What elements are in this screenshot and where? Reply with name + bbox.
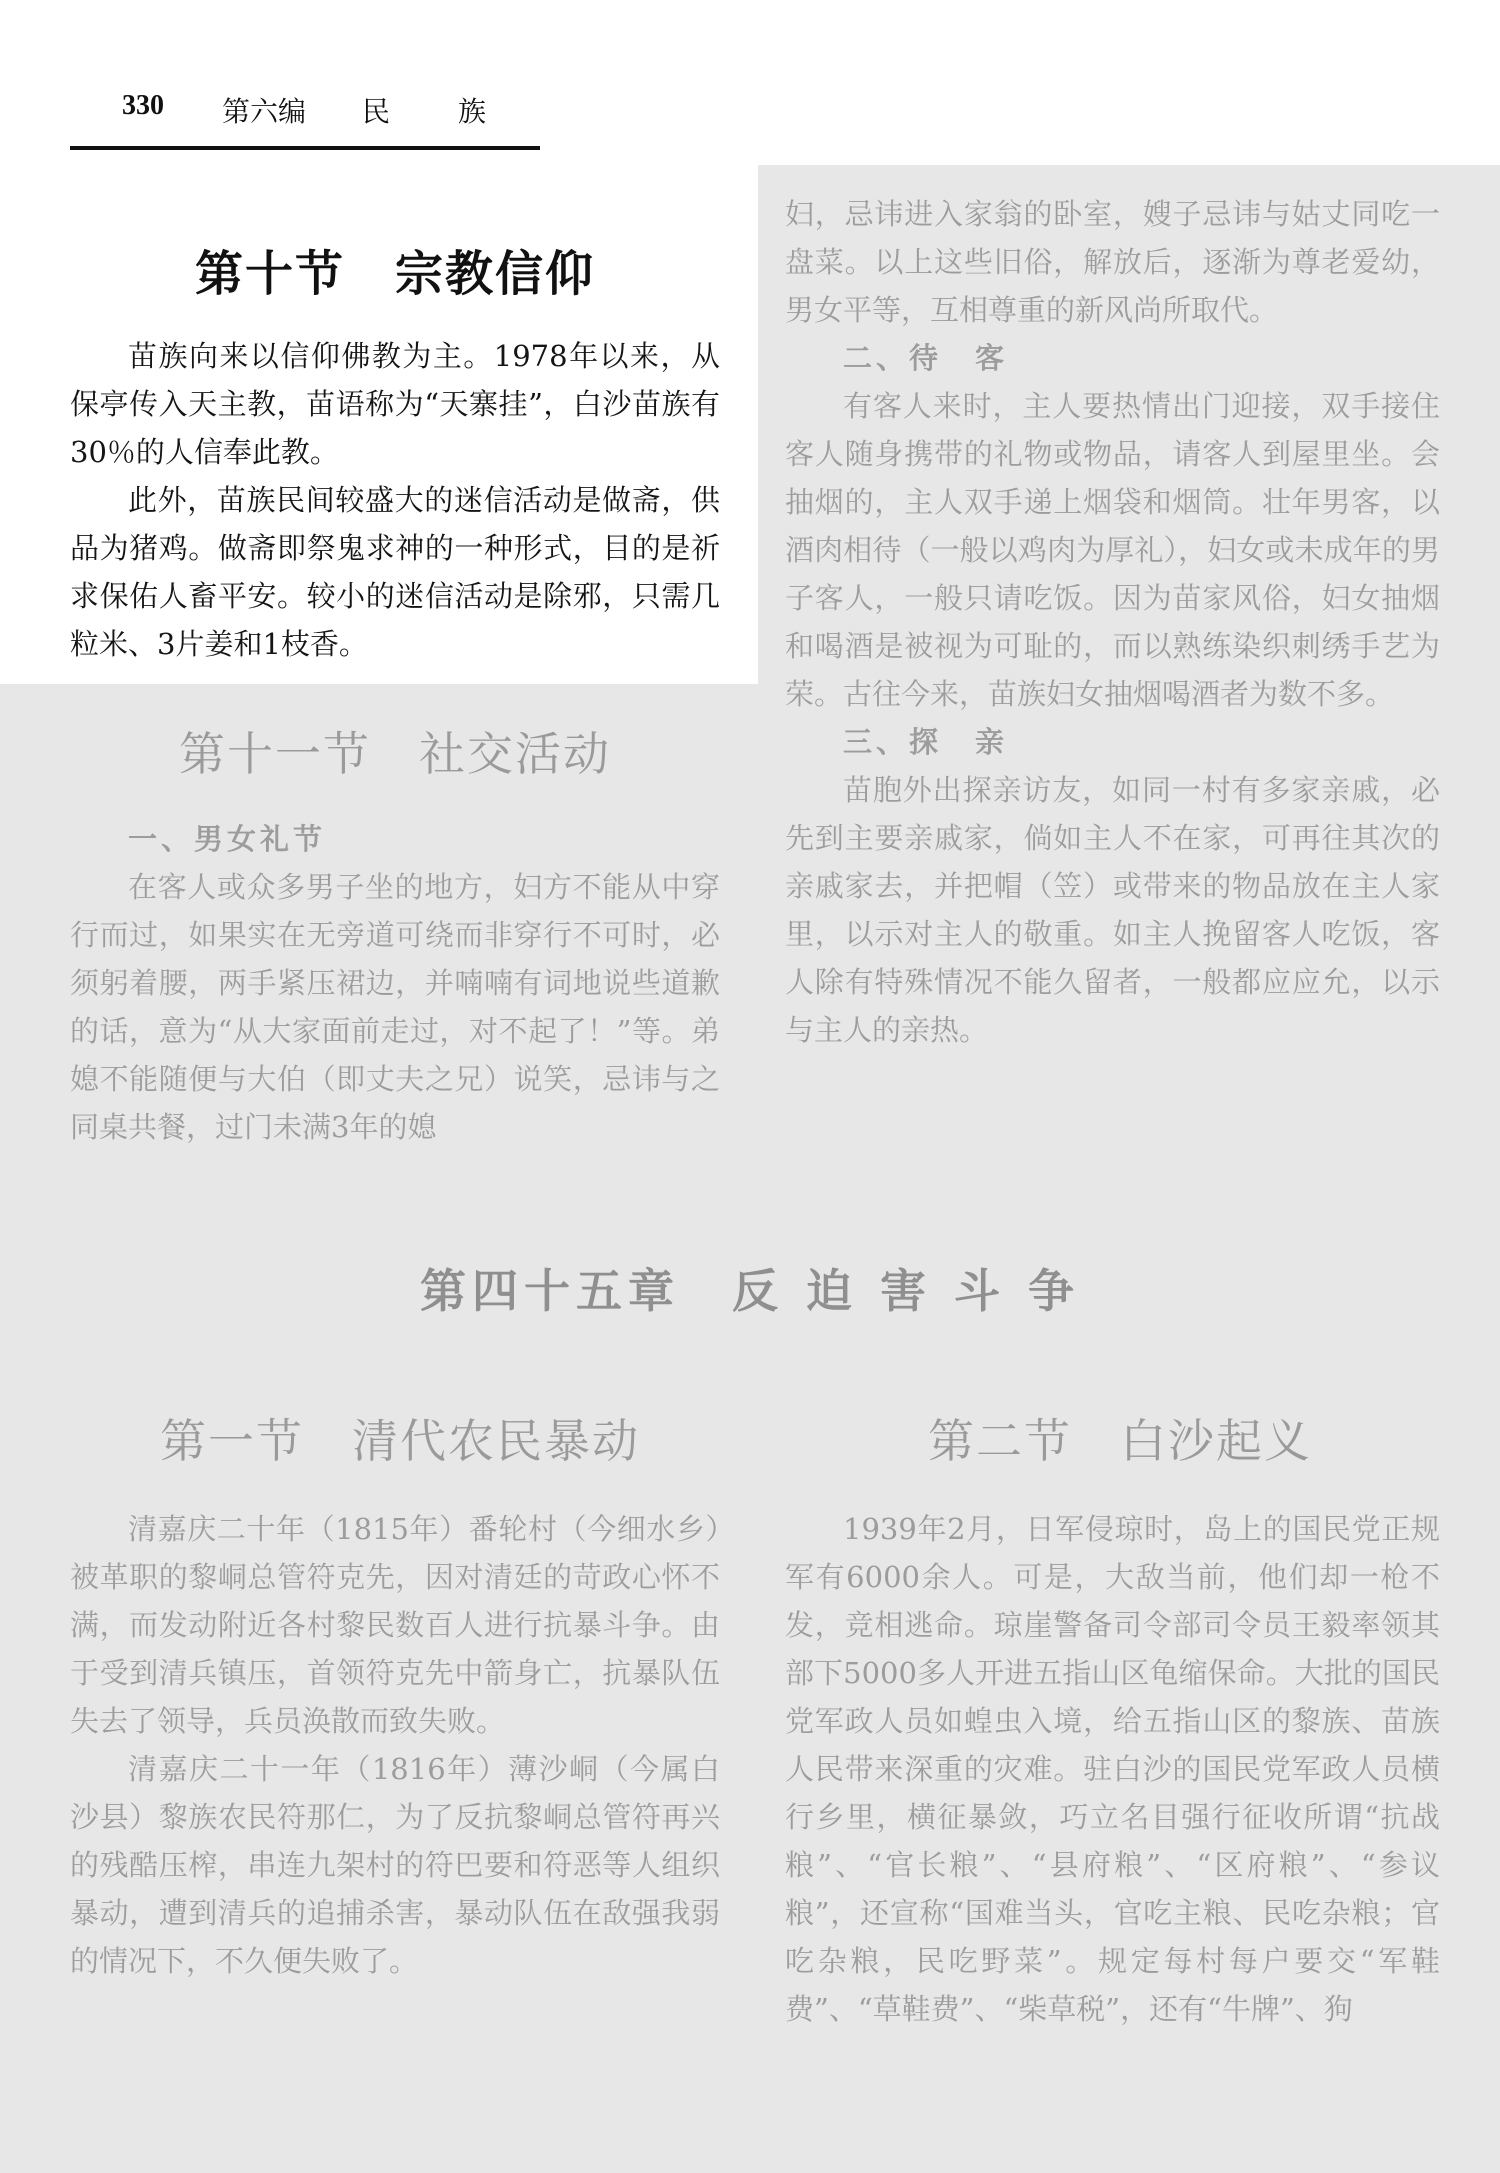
section-11-title: 第十一节 社交活动: [179, 727, 611, 781]
subheading: 二、待 客: [843, 341, 1009, 375]
section-11-body-left: [70, 815, 720, 1151]
paragraph: 清嘉庆二十一年（1816年）薄沙峒（今属白沙县）黎族农民符那仁，为了反抗黎峒总管符再兴的残酷压榨，串连九架村的符巴要和符恶等人组织暴动，遭到清兵的追捕杀害，暴动队伍在敌强我弱的情况下，不久便失败了。: [70, 1752, 720, 1978]
paragraph: 苗族向来以信仰佛教为主。1978年以来，从保亭传入天主教，苗语称为“天寨挂”，白沙苗族有30％的人信奉此教。: [70, 339, 720, 469]
chapter-section-1-title: 第一节 清代农民暴动: [160, 1414, 640, 1468]
paragraph: 在客人或众多男子坐的地方，妇方不能从中穿行而过，如果实在无旁道可绕而非穿行不可时，必须躬着腰，两手紧压裙边，并喃喃有词地说些道歉的话，意为“从大家面前走过，对不起了！”等。弟媳不能随便与大伯（即丈夫之兄）说笑，忌讳与之同桌共餐，过门未满3年的媳: [70, 870, 720, 1144]
topic-label-a: 民: [362, 95, 391, 128]
chapter-section-1-body: [70, 1505, 720, 1985]
paragraph: 妇，忌讳进入家翁的卧室，嫂子忌讳与姑丈同吃一盘菜。以上这些旧俗，解放后，逐渐为尊老爱幼，男女平等，互相尊重的新风尚所取代。: [785, 197, 1440, 327]
section-10-title: 第十节 宗教信仰: [194, 246, 595, 302]
chapter-section-2-body: [785, 1505, 1440, 2033]
paragraph: 此外，苗族民间较盛大的迷信活动是做斋，供品为猪鸡。做斋即祭鬼求神的一种形式，目的是祈求保佑人畜平安。较小的迷信活动是除邪，只需几粒米、3片姜和1枝香。: [70, 483, 720, 661]
paragraph: 1939年2月，日军侵琼时，岛上的国民党正规军有6000余人。可是，大敌当前，他们却一枪不发，竞相逃命。琼崖警备司令部司令员王毅率领其部下5000多人开进五指山区龟缩保命。大批的国民党军政人员如蝗虫入境，给五指山区的黎族、苗族人民带来深重的灾难。驻白沙的国民党军政人员横行乡里，横征暴敛，巧立名目强行征收所谓“抗战粮”、“官长粮”、“县府粮”、“区府粮”、“参议粮”，还宣称“国难当头，官吃主粮、民吃杂粮；官吃杂粮，民吃野菜”。规定每村每户要交“军鞋费”、“草鞋费”、“柴草税”，还有“牛牌”、狗: [785, 1512, 1440, 2026]
paragraph: 苗胞外出探亲访友，如同一村有多家亲戚，必先到主要亲戚家，倘如主人不在家，可再往其次的亲戚家去，并把帽（笠）或带来的物品放在主人家里，以示对主人的敬重。如主人挽留客人吃饭，客人除有特殊情况不能久留者，一般都应应允，以示与主人的亲热。: [785, 773, 1440, 1047]
page-number: 330: [122, 90, 164, 121]
subheading: 三、探 亲: [843, 725, 1009, 759]
paragraph: 有客人来时，主人要热情出门迎接，双手接住客人随身携带的礼物或物品，请客人到屋里坐。会抽烟的，主人双手递上烟袋和烟筒。壮年男客，以酒肉相待（一般以鸡肉为厚礼），妇女或未成年的男子客人，一般只请吃饭。因为苗家风俗，妇女抽烟和喝酒是被视为可耻的，而以熟练染织刺绣手艺为荣。古往今来，苗族妇女抽烟喝酒者为数不多。: [785, 389, 1440, 711]
chapter-section-2-title: 第二节 白沙起义: [928, 1414, 1312, 1468]
paragraph: 清嘉庆二十年（1815年）番轮村（今细水乡）被革职的黎峒总管符克先，因对清廷的苛政心怀不满，而发动附近各村黎民数百人进行抗暴斗争。由于受到清兵镇压，首领符克先中箭身亡，抗暴队伍失去了领导，兵员涣散而致失败。: [70, 1512, 720, 1738]
chapter-title: 第四十五章 反 迫 害 斗 争: [419, 1264, 1081, 1318]
running-header: [70, 90, 540, 150]
section-10-body: [70, 332, 720, 668]
topic-label-b: 族: [458, 95, 487, 128]
subheading: 一、男女礼节: [128, 822, 327, 856]
part-label: 第六编: [222, 95, 307, 128]
section-11-body-right: [785, 190, 1440, 1054]
